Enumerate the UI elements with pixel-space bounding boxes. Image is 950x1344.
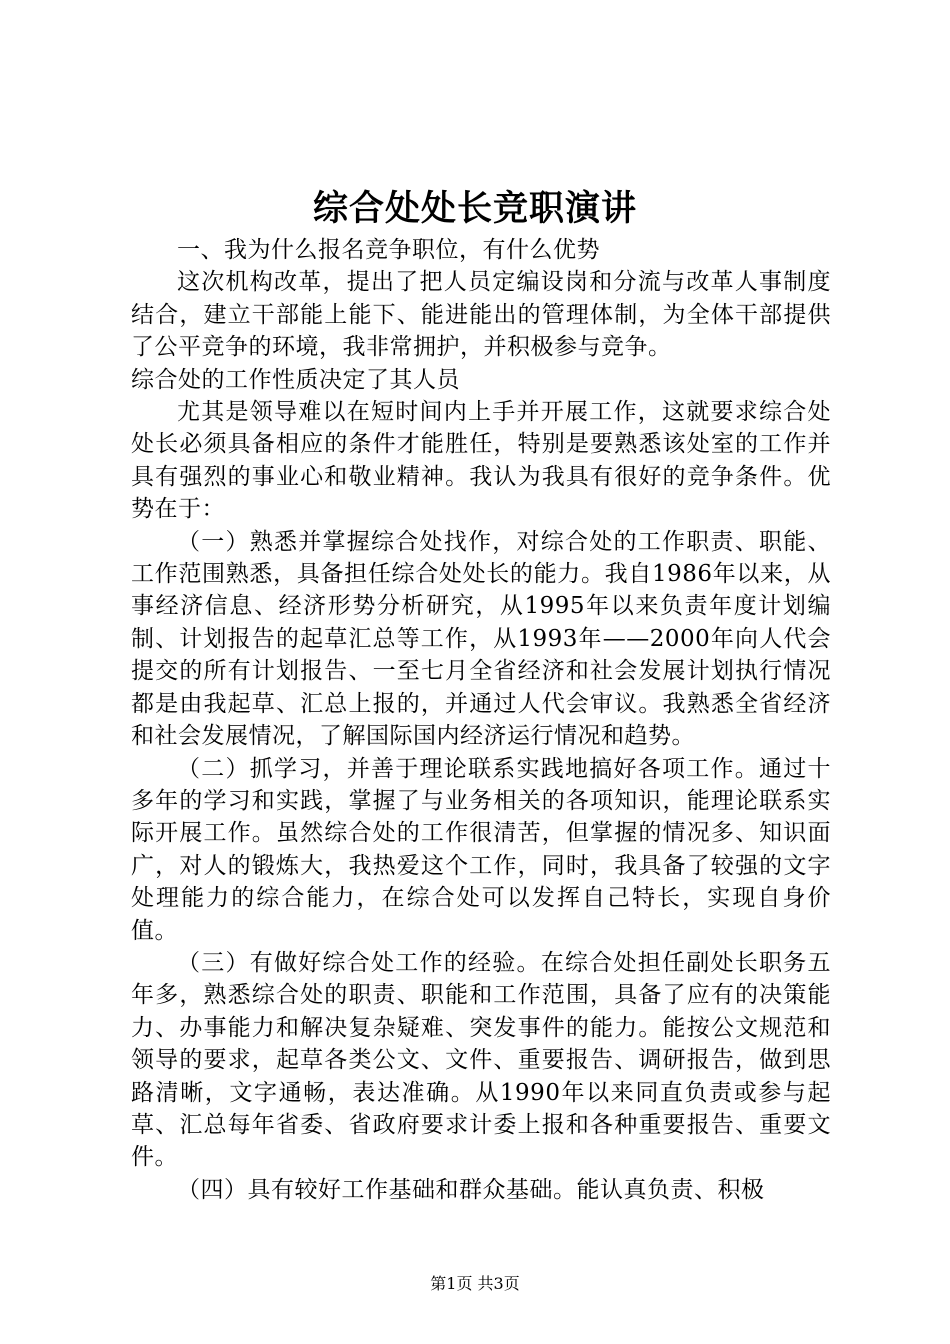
section-heading: 一、我为什么报名竞争职位，有什么优势 [177, 237, 600, 263]
paragraph: 尤其是领导难以在短时间内上手并开展工作，这就要求综合处处长必须具备相应的条件才能胜任，特别是要熟悉该处室的工作并具有强烈的事业心和敬业精神。我认为我具有很好的竞争条件。优势在于： [131, 399, 831, 523]
paragraph: （四）具有较好工作基础和群众基础。能认真负责、积极 [177, 1176, 765, 1203]
paragraph: （三）有做好综合处工作的经验。在综合处担任副处长职务五年多，熟悉综合处的职责、职能和工作范围，具备了应有的决策能力、办事能力和解决复杂疑难、突发事件的能力。能按公文规范和领导的要求，起草各类公文、文件、重要报告、调研报告，做到思路清晰，文字通畅，表达准确。从1990年以来同直负责或参与起草、汇总每年省委、省政府要求计委上报和各种重要报告、重要文件。 [131, 949, 831, 1171]
paragraph: （二）抓学习，并善于理论联系实践地搞好各项工作。通过十多年的学习和实践，掌握了与业务相关的各项知识，能理论联系实际开展工作。虽然综合处的工作很清苦，但掌握的情况多、知识面广，对人的锻炼大，我热爱这个工作，同时，我具备了较强的文字处理能力的综合能力，在综合处可以发挥自己特长，实现自身价值。 [131, 755, 831, 944]
document-body [131, 234, 831, 1206]
paragraph: 综合处的工作性质决定了其人员 [131, 366, 460, 393]
document-title: 综合处处长竞职演讲 [312, 188, 637, 229]
paragraph: 这次机构改革，提出了把人员定编设岗和分流与改革人事制度结合，建立干部能上能下、能进能出的管理体制，为全体干部提供了公平竞争的环境，我非常拥护，并积极参与竞争。 [131, 269, 831, 361]
paragraph: （一）熟悉并掌握综合处找作，对综合处的工作职责、职能、工作范围熟悉，具备担任综合处处长的能力。我自1986年以来，从事经济信息、经济形势分析研究，从1995年以来负责年度计划编制、计划报告的起草汇总等工作，从1993年——2000年向人代会提交的所有计划报告、一至七月全省经济和社会发展计划执行情况都是由我起草、汇总上报的，并通过人代会审议。我熟悉全省经济和社会发展情况，了解国际国内经济运行情况和趋势。 [131, 528, 831, 750]
page-number-footer: 第1页 共3页 [430, 1274, 520, 1293]
